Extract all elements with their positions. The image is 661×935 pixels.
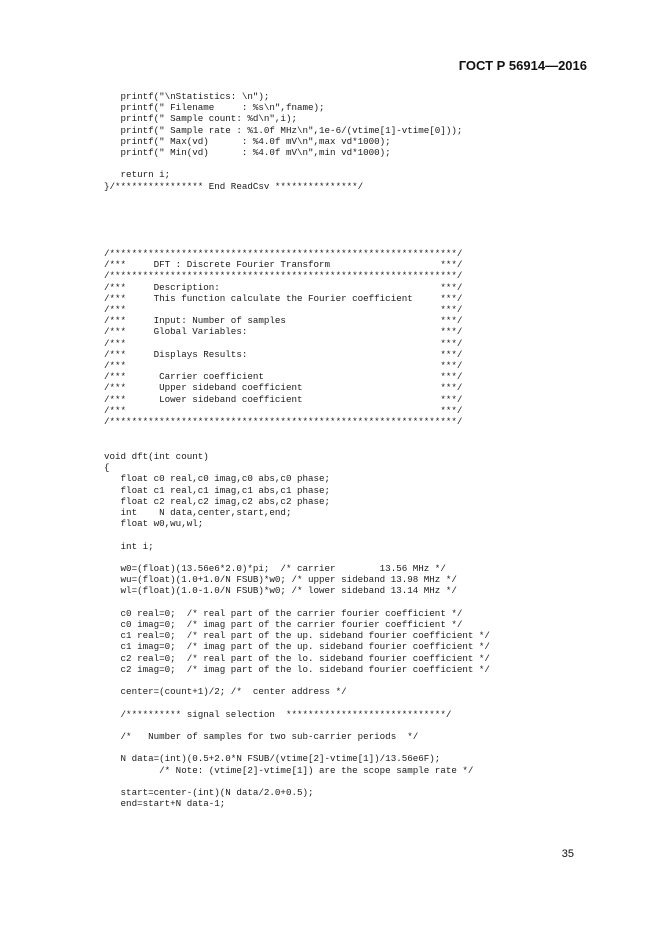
- code-block-dft-comment-banner: /***************************************************************/ /*** DFT : Discrete Fourier Transform ***/ /***************************************************************/ /*** Description: ***/ /*** This function calculate the Fourier coefficient ***/ /*** ***/ /*** Input: Number of samples ***/ /*** Global Variables: ***/ /*** ***/ /*** Displays Results: ***/ /*** ***/ /*** Carrier coefficient ***/ /*** Upper sideband coefficient ***/ /*** Lower sideband coefficient ***/ /*** ***/ /***************************************************************/: [104, 248, 463, 428]
- code-block-dft-function: void dft(int count) { float c0 real,c0 imag,c0 abs,c0 phase; float c1 real,c1 imag,c1 abs,c1 phase; float c2 real,c2 imag,c2 abs,c2 phase; int N data,center,start,end; float w0,wu,wl; int i; w0=(float)(13.56e6*2.0)*pi; /* carrier 13.56 MHz */ wu=(float)(1.0+1.0/N FSUB)*w0; /* upper sideband 13.98 MHz */ wl=(float)(1.0-1.0/N FSUB)*w0; /* lower sideband 13.14 MHz */ c0 real=0; /* real part of the carrier fourier coefficient */ c0 imag=0; /* imag part of the carrier fourier coefficient */ c1 real=0; /* real part of the up. sideband fourier coefficient */ c1 imag=0; /* imag part of the up. sideband fourier coefficient */ c2 real=0; /* real part of the lo. sideband fourier coefficient */ c2 imag=0; /* imag part of the lo. sideband fourier coefficient */ center=(count+1)/2; /* center address */ /********** signal selection *****************************/ /* Number of samples for two sub-carrier periods */ N data=(int)(0.5+2.0*N FSUB/(vtime[2]-vtime[1])/13.56e6F); /* Note: (vtime[2]-vtime[1]) are the scope sample rate */ start=center-(int)(N data/2.0+0.5); end=start+N data-1;: [104, 451, 490, 810]
- document-standard-header: ГОСТ Р 56914—2016: [458, 58, 587, 73]
- page-number: 35: [561, 848, 574, 860]
- code-block-statistics: printf("\nStatistics: \n"); printf(" Filename : %s\n",fname); printf(" Sample count: %d\n",i); printf(" Sample rate : %1.0f MHz\n",1e-6/(vtime[1]-vtime[0])); printf(" Max(vd) : %4.0f mV\n",max vd*1000); printf(" Min(vd) : %4.0f mV\n",min vd*1000); return i; }/**************** End ReadCsv ***************/: [104, 91, 463, 192]
